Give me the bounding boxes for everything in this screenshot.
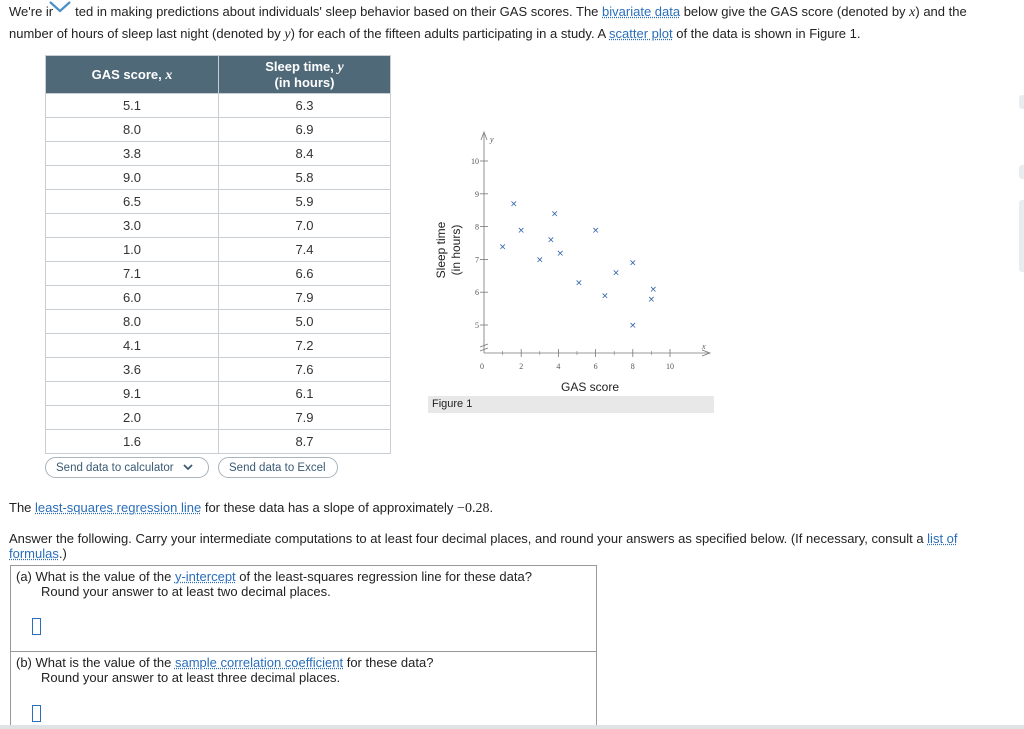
question-a: (a) What is the value of the y-intercept of the least-squares regression line for these data? Round your answer to at least two decimal places. xyxy=(10,565,597,652)
cell-sleep-time: 7.0 xyxy=(219,214,391,238)
question-b: (b) What is the value of the sample correlation coefficient for these data? Round your answer to at least three decimal places. xyxy=(10,651,597,729)
question-b-instruction: Round your answer to at least three decimal places. xyxy=(41,670,341,685)
data-point: × xyxy=(591,225,600,236)
cell-sleep-time: 7.2 xyxy=(219,334,391,358)
table-row xyxy=(46,382,391,406)
table-row xyxy=(46,118,391,142)
intro-text-3: below give the GAS score (denoted by xyxy=(680,4,910,19)
cell-gas-score: 4.1 xyxy=(46,334,219,358)
table-row xyxy=(46,334,391,358)
figure-caption: Figure 1 xyxy=(428,396,714,413)
intro-text-4: ) and the number of hours of sleep last night (denoted by xyxy=(9,4,967,41)
intro-text-1: We're ir xyxy=(9,4,54,19)
data-point: × xyxy=(509,199,518,210)
cell-sleep-time: 7.9 xyxy=(219,406,391,430)
data-point: × xyxy=(547,235,555,246)
instructions: Answer the following. Carry your intermediate computations to at least four decimal places, and round your answers as specified below. (If necessary, consult a list of formulas.) xyxy=(9,531,958,561)
x-tick-label: 6 xyxy=(593,362,598,371)
scatter-plot xyxy=(420,128,720,398)
least-squares-link[interactable]: least-squares regression line xyxy=(35,500,202,515)
intro-text-2: ted in making predictions about individuals' sleep behavior based on their GAS scores. The xyxy=(75,4,603,19)
cell-gas-score: 5.1 xyxy=(46,94,219,118)
scroll-edge-marker xyxy=(1019,165,1024,179)
list-of-formulas-link[interactable]: list of formulas xyxy=(9,531,958,561)
data-point: × xyxy=(550,209,559,220)
data-point: × xyxy=(575,278,583,289)
data-table xyxy=(45,55,391,454)
table-row xyxy=(46,406,391,430)
send-to-excel-label: Send data to Excel xyxy=(229,462,326,474)
table-row xyxy=(46,262,391,286)
intro-text-5: ) for each of the fifteen adults participating in a study. A xyxy=(290,26,610,41)
y-tick-label: 9 xyxy=(475,189,479,199)
scatter-plot-link[interactable]: scatter plot xyxy=(609,26,673,41)
table-row xyxy=(46,94,391,118)
cell-sleep-time: 8.4 xyxy=(219,142,391,166)
var-x: x xyxy=(909,5,916,20)
cell-gas-score: 3.0 xyxy=(46,214,219,238)
chevron-down-icon[interactable] xyxy=(47,1,73,13)
y-tick-label: 6 xyxy=(475,288,479,298)
cell-gas-score: 3.6 xyxy=(46,358,219,382)
y-tick-label: 5 xyxy=(475,321,479,330)
question-a-instruction: Round your answer to at least two decimal places. xyxy=(41,584,331,599)
table-row xyxy=(46,142,391,166)
data-point: × xyxy=(517,225,525,236)
x-tick-label: 2 xyxy=(519,362,524,371)
cell-gas-score: 8.0 xyxy=(46,310,219,334)
x-tick-label: 10 xyxy=(666,362,674,371)
cell-sleep-time: 5.8 xyxy=(219,166,391,190)
cell-sleep-time: 7.6 xyxy=(219,358,391,382)
y-axis-label-line2: (in hours) xyxy=(449,224,463,276)
scroll-edge-marker xyxy=(1019,95,1024,109)
table-row xyxy=(46,214,391,238)
send-to-excel-button[interactable] xyxy=(218,457,338,478)
cell-gas-score: 6.5 xyxy=(46,190,219,214)
table-row xyxy=(46,358,391,382)
cell-sleep-time: 8.7 xyxy=(219,430,391,454)
y-axis-label-line1: Sleep time xyxy=(434,221,448,279)
data-point: × xyxy=(498,242,507,253)
scroll-edge-marker xyxy=(1019,200,1024,272)
sample-correlation-link[interactable]: sample correlation coefficient xyxy=(174,655,344,670)
cell-sleep-time: 6.3 xyxy=(219,94,391,118)
cell-gas-score: 1.6 xyxy=(46,430,219,454)
data-point: × xyxy=(601,291,609,302)
send-to-calculator-button[interactable] xyxy=(45,457,209,478)
table-row xyxy=(46,166,391,190)
table-row xyxy=(46,190,391,214)
data-point: × xyxy=(556,248,565,259)
bottom-scrollbar[interactable] xyxy=(0,725,1024,729)
cell-sleep-time: 6.9 xyxy=(219,118,391,142)
cell-sleep-time: 7.4 xyxy=(219,238,391,262)
cell-sleep-time: 5.0 xyxy=(219,310,391,334)
y-tick-label: 7 xyxy=(475,255,479,265)
cell-sleep-time: 6.6 xyxy=(219,262,391,286)
data-point: × xyxy=(612,268,620,279)
cell-sleep-time: 6.1 xyxy=(219,382,391,406)
x-tick-label: 8 xyxy=(630,362,635,371)
answer-a-input[interactable] xyxy=(32,618,41,635)
col-header-gas-score: GAS score, x xyxy=(46,56,219,94)
cell-sleep-time: 7.9 xyxy=(219,286,391,310)
y-axis-letter: y xyxy=(490,135,494,144)
bivariate-data-link[interactable]: bivariate data xyxy=(602,4,681,19)
data-point: × xyxy=(629,258,637,269)
slope-value: −0.28 xyxy=(457,501,490,516)
chevron-down-icon xyxy=(183,464,193,471)
intro-text-6: of the data is shown in Figure 1. xyxy=(672,26,861,41)
cell-gas-score: 8.0 xyxy=(46,118,219,142)
col-header-sleep-time: Sleep time, y (in hours) xyxy=(219,56,391,94)
cell-gas-score: 6.0 xyxy=(46,286,219,310)
cell-gas-score: 7.1 xyxy=(46,262,219,286)
cell-gas-score: 2.0 xyxy=(46,406,219,430)
data-point: × xyxy=(536,255,544,266)
cell-sleep-time: 5.9 xyxy=(219,190,391,214)
y-tick-label: 10 xyxy=(471,157,479,166)
table-row xyxy=(46,310,391,334)
y-intercept-link[interactable]: y-intercept xyxy=(174,569,236,584)
send-to-calculator-label: Send data to calculator xyxy=(56,462,174,474)
problem-intro xyxy=(9,1,1014,45)
table-row xyxy=(46,430,391,454)
x-axis-label: GAS score xyxy=(560,380,620,394)
x-tick-label: 4 xyxy=(556,362,561,371)
var-y: y xyxy=(284,27,291,42)
table-row xyxy=(46,238,391,262)
data-table-body xyxy=(46,94,391,454)
slope-statement: The least-squares regression line for these data has a slope of approximately −0.28. xyxy=(9,500,494,516)
data-point: × xyxy=(649,284,658,295)
x-axis-letter: x xyxy=(702,342,706,351)
data-point: × xyxy=(647,294,656,305)
cell-gas-score: 9.1 xyxy=(46,382,219,406)
y-tick-label: 8 xyxy=(475,222,479,232)
origin-label: 0 xyxy=(480,362,484,371)
cell-gas-score: 9.0 xyxy=(46,166,219,190)
data-point: × xyxy=(629,321,637,331)
answer-b-input[interactable] xyxy=(32,705,41,722)
cell-gas-score: 1.0 xyxy=(46,238,219,262)
table-row xyxy=(46,286,391,310)
cell-gas-score: 3.8 xyxy=(46,142,219,166)
